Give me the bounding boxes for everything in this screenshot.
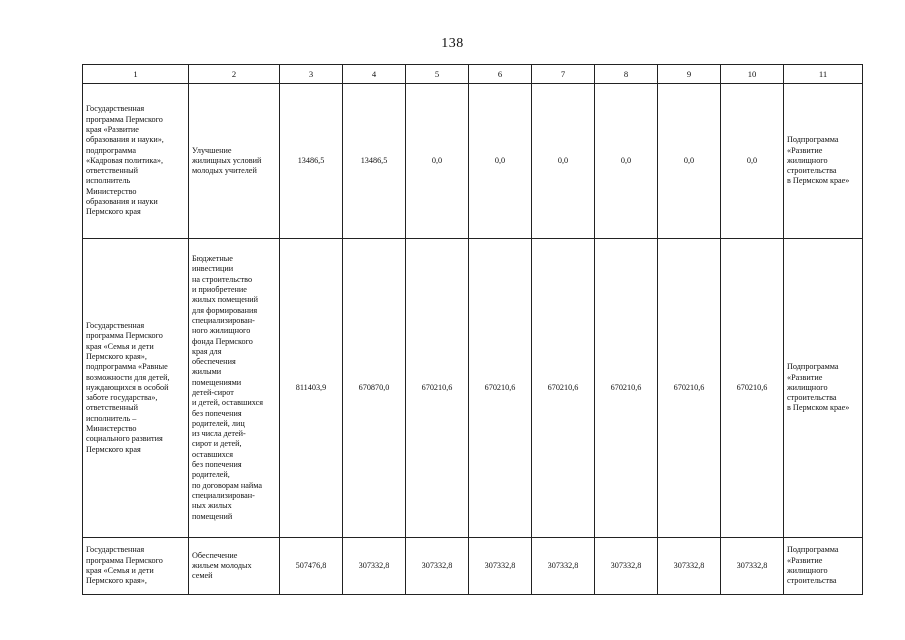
subprogram-cell: Подпрограмма «Развитие жилищного строительства в Пермском крае»	[784, 84, 863, 239]
value-cell: 307332,8	[532, 538, 595, 595]
header-cell: 6	[469, 65, 532, 84]
value-cell: 670210,6	[406, 239, 469, 538]
subprogram-cell: Подпрограмма «Развитие жилищного строительства	[784, 538, 863, 595]
value-cell: 307332,8	[721, 538, 784, 595]
header-cell: 10	[721, 65, 784, 84]
header-cell: 7	[532, 65, 595, 84]
value-cell: 507476,8	[280, 538, 343, 595]
value-cell: 13486,5	[343, 84, 406, 239]
table-row	[83, 239, 863, 538]
value-cell: 670210,6	[469, 239, 532, 538]
value-cell: 13486,5	[280, 84, 343, 239]
value-cell: 670210,6	[658, 239, 721, 538]
subprogram-cell: Подпрограмма «Развитие жилищного строительства в Пермском крае»	[784, 239, 863, 538]
value-cell: 307332,8	[343, 538, 406, 595]
data-table	[82, 64, 863, 595]
value-cell: 811403,9	[280, 239, 343, 538]
header-cell: 3	[280, 65, 343, 84]
value-cell: 307332,8	[595, 538, 658, 595]
page-number: 138	[441, 36, 464, 51]
value-cell: 0,0	[721, 84, 784, 239]
value-cell: 0,0	[532, 84, 595, 239]
value-cell: 0,0	[406, 84, 469, 239]
header-cell: 9	[658, 65, 721, 84]
header-cell: 4	[343, 65, 406, 84]
value-cell: 307332,8	[658, 538, 721, 595]
measure-cell: Бюджетные инвестиции на строительство и приобретение жилых помещений для формирования специализирован- ного жилищного фонда Пермского края для обеспечения жилыми помещениями детей-сирот и детей, оставшихся без попечения родителей, лиц из числа детей- сирот и детей, оставшихся без попечения родителей, по договорам найма специализирован- ных жилых помещений	[189, 239, 280, 538]
measure-cell: Обеспечение жильем молодых семей	[189, 538, 280, 595]
value-cell: 307332,8	[469, 538, 532, 595]
header-cell: 2	[189, 65, 280, 84]
program-cell: Государственная программа Пермского края «Семья и дети Пермского края»,	[83, 538, 189, 595]
header-cell: 1	[83, 65, 189, 84]
value-cell: 0,0	[595, 84, 658, 239]
value-cell: 0,0	[469, 84, 532, 239]
value-cell: 670210,6	[595, 239, 658, 538]
value-cell: 307332,8	[406, 538, 469, 595]
header-cell: 11	[784, 65, 863, 84]
table-row	[83, 538, 863, 595]
table-row	[83, 84, 863, 239]
header-cell: 5	[406, 65, 469, 84]
measure-cell: Улучшение жилищных условий молодых учителей	[189, 84, 280, 239]
program-cell: Государственная программа Пермского края «Развитие образования и науки», подпрограмма «Кадровая политика», ответственный исполнитель Министерство образования и науки Пермского края	[83, 84, 189, 239]
value-cell: 670870,0	[343, 239, 406, 538]
value-cell: 0,0	[658, 84, 721, 239]
value-cell: 670210,6	[532, 239, 595, 538]
program-cell: Государственная программа Пермского края «Семья и дети Пермского края», подпрограмма «Равные возможности для детей, нуждающихся в особой заботе государства», ответственный исполнитель – Министерство социального развития Пермского края	[83, 239, 189, 538]
header-row	[83, 65, 863, 84]
header-cell: 8	[595, 65, 658, 84]
value-cell: 670210,6	[721, 239, 784, 538]
